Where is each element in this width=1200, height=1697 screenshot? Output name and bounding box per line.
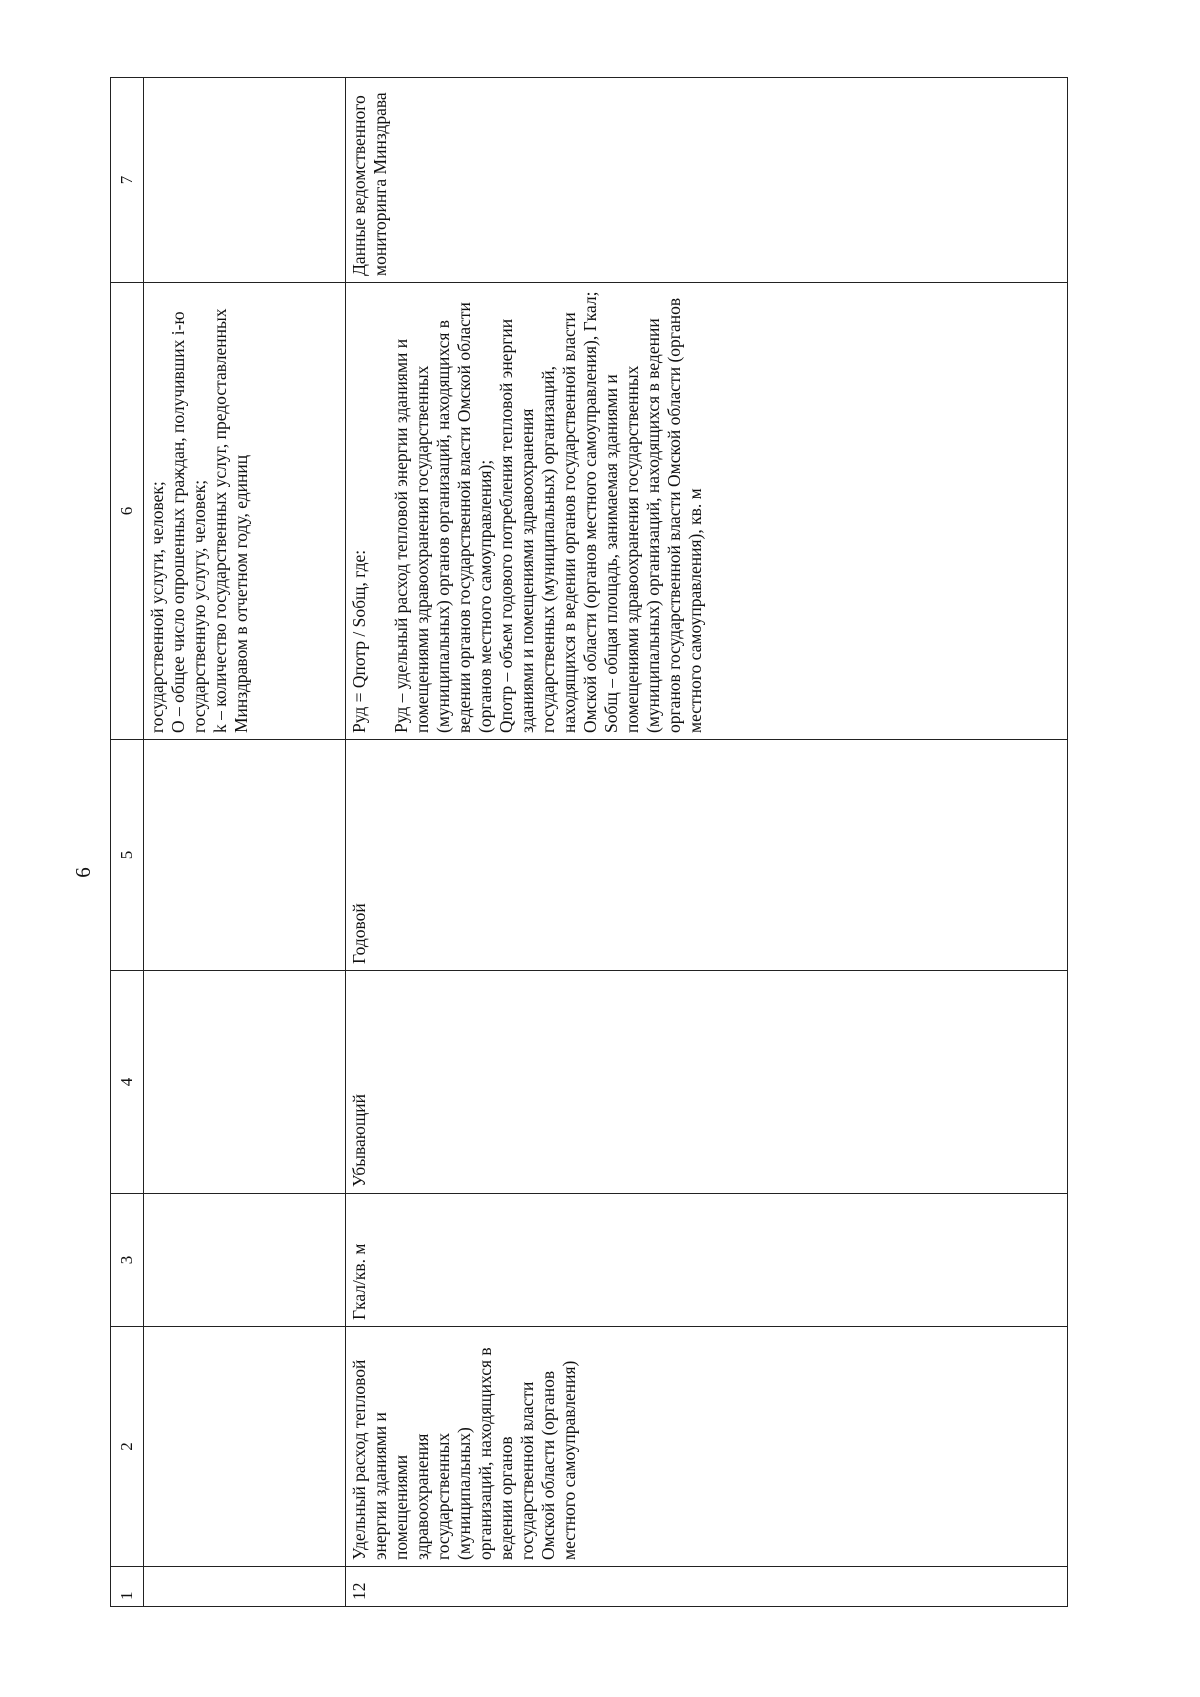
cell-empty bbox=[144, 1327, 346, 1567]
col-header-5: 5 bbox=[111, 740, 144, 971]
unit-of-measure: Гкал/кв. м bbox=[346, 1194, 1068, 1327]
cell-empty bbox=[144, 78, 346, 283]
continuation-row bbox=[144, 78, 346, 1607]
trend-direction: Убывающий bbox=[346, 971, 1068, 1194]
cell-empty bbox=[144, 1567, 346, 1607]
indicators-table bbox=[110, 77, 1068, 1607]
rotated-table-container bbox=[110, 78, 1068, 1607]
page-number: 6 bbox=[70, 867, 95, 878]
cell-empty bbox=[144, 1194, 346, 1327]
indicator-name: Удельный расход тепловой энергии зданиями и помещениями здравоохранения государственных (муниципальных) организаций, находящихся в ведении органов государственной власти Омской области (органов местного самоуправления) bbox=[346, 1327, 1068, 1567]
row-number: 12 bbox=[346, 1567, 1068, 1607]
cell-empty bbox=[144, 971, 346, 1194]
cell-empty bbox=[144, 740, 346, 971]
col-header-2: 2 bbox=[111, 1327, 144, 1567]
header-row bbox=[111, 78, 144, 1607]
periodicity: Годовой bbox=[346, 740, 1068, 971]
data-source: Данные ведомственного мониторинга Минздрава bbox=[346, 78, 1068, 283]
col-header-6: 6 bbox=[111, 283, 144, 740]
landscape-page bbox=[110, 78, 1068, 1607]
calculation-formula: Руд = Qпотр / Sобщ, где: Руд – удельный расход тепловой энергии зданиями и помещениями здравоохранения государственных (муниципальных) органов организаций, находящихся в ведении органов государственной власти Омской области (органов местного самоуправления); Qпотр – объем годового потребления тепловой энергии зданиями и помещениями здравоохранения государственных (муниципальных) организаций, находящихся в ведении органов государственной власти Омской области (органов местного самоуправления), Гкал; Sобщ – общая площадь, занимаемая зданиями и помещениями здравоохранения государственных (муниципальных) организаций, находящихся в ведении органов государственной власти Омской области (органов местного самоуправления), кв. м bbox=[346, 283, 1068, 740]
table-row bbox=[346, 78, 1068, 1607]
col-header-3: 3 bbox=[111, 1194, 144, 1327]
col-header-1: 1 bbox=[111, 1567, 144, 1607]
col-header-4: 4 bbox=[111, 971, 144, 1194]
formula-continuation: государственной услуги, человек; O – общее число опрошенных граждан, получивших i-ю государственную услугу, человек; k – количество государственных услуг, предоставленных Минздравом в отчетном году, единиц bbox=[144, 283, 346, 740]
col-header-7: 7 bbox=[111, 78, 144, 283]
